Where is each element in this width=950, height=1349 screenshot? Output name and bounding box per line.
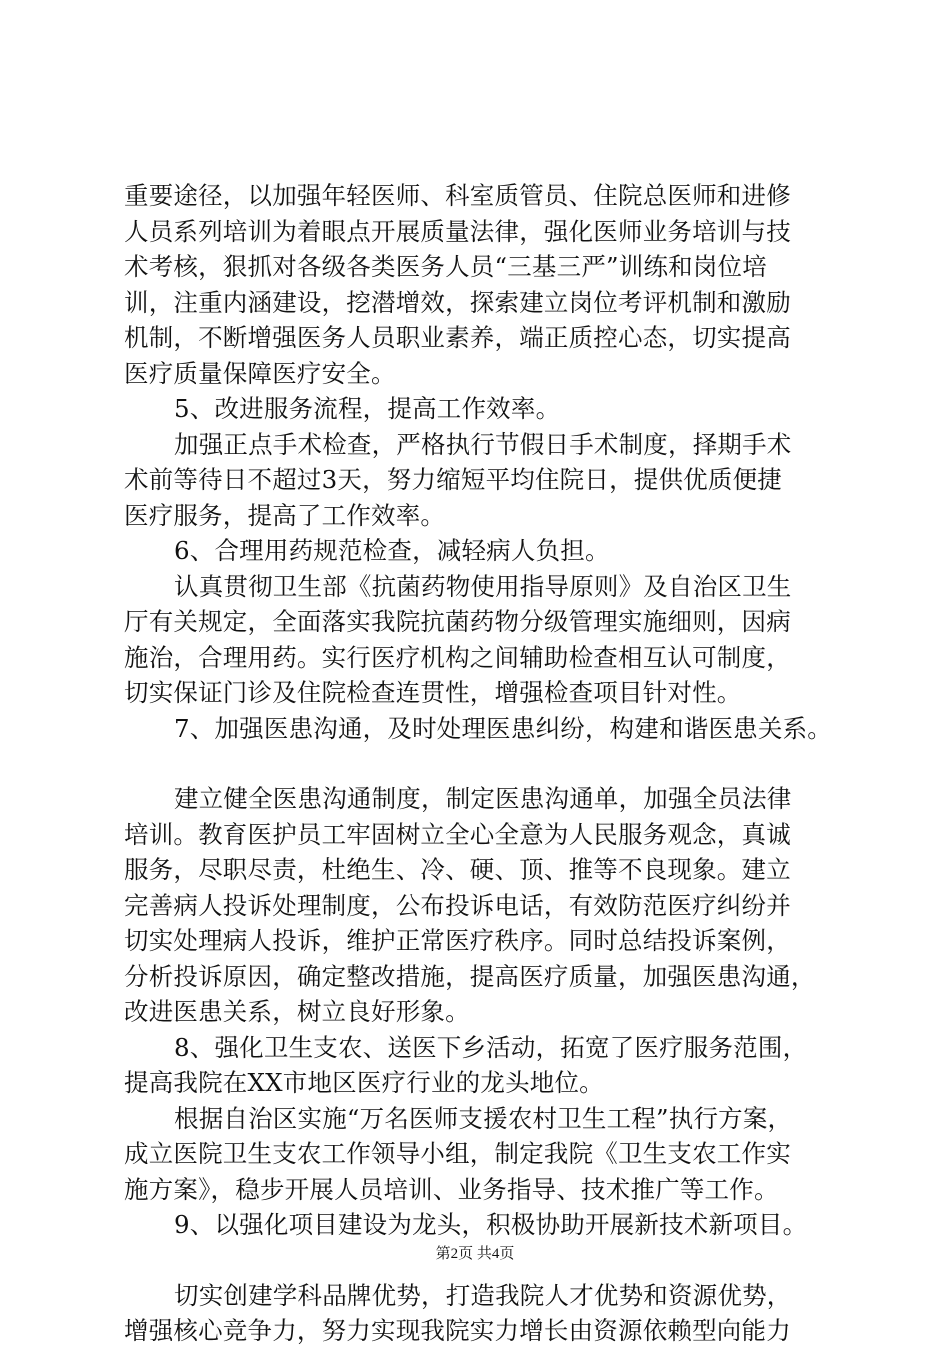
section-heading: 9、以强化项目建设为龙头，积极协助开展新技术新项目。 xyxy=(174,1210,808,1239)
paragraph-first-line: 认真贯彻卫生部《抗菌药物使用指导原则》及自治区卫生 xyxy=(174,571,792,601)
text-line: 服务，尽职尽责，杜绝生、冷、硬、顶、推等不良现象。建立 xyxy=(124,855,791,884)
text-line: 改进医患关系，树立良好形象。 xyxy=(124,997,470,1026)
text-line: 分析投诉原因，确定整改措施，提高医疗质量，加强医患沟通， xyxy=(124,961,816,991)
text-line: 培训。教育医护员工牢固树立全心全意为人民服务观念，真诚 xyxy=(124,819,791,849)
text-line: 术考核，狠抓对各级各类医务人员“三基三严”训练和岗位培 xyxy=(124,252,767,281)
text-line: 术前等待日不超过3天，努力缩短平均住院日，提供优质便捷 xyxy=(124,465,782,494)
section-heading: 8、强化卫生支农、送医下乡活动，拓宽了医疗服务范围， xyxy=(174,1032,808,1062)
page-number-footer: 第2页 共4页 xyxy=(435,1246,515,1262)
text-line: 医疗质量保障医疗安全。 xyxy=(124,358,396,388)
text-line: 完善病人投诉处理制度，公布投诉电话，有效防范医疗纠纷并 xyxy=(124,890,791,920)
text-line: 机制，不断增强医务人员职业素养，端正质控心态，切实提高 xyxy=(124,323,791,352)
text-line: 切实处理病人投诉，维护正常医疗秩序。同时总结投诉案例， xyxy=(124,926,791,955)
text-line: 医疗服务，提高了工作效率。 xyxy=(124,500,446,530)
paragraph-first-line: 切实创建学科品牌优势，打造我院人才优势和资源优势， xyxy=(174,1280,792,1310)
paragraph-first-line: 建立健全医患沟通制度，制定医患沟通单，加强全员法律 xyxy=(174,784,792,813)
text-line: 人员系列培训为着眼点开展质量法律，强化医师业务培训与技 xyxy=(124,216,791,246)
text-line: 提高我院在XX市地区医疗行业的龙头地位。 xyxy=(124,1068,604,1097)
text-line: 厅有关规定，全面落实我院抗菌药物分级管理实施细则，因病 xyxy=(124,607,791,636)
blank-line xyxy=(124,746,844,781)
section-heading: 7、加强医患沟通，及时处理医患纠纷，构建和谐医患关系。 xyxy=(174,713,832,743)
text-line: 增强核心竞争力，努力实现我院实力增长由资源依赖型向能力 xyxy=(124,1316,791,1345)
text-line: 成立医院卫生支农工作领导小组，制定我院《卫生支农工作实 xyxy=(124,1139,791,1168)
text-line: 切实保证门诊及住院检查连贯性，增强检查项目针对性。 xyxy=(124,678,742,707)
text-line: 重要途径，以加强年轻医师、科室质管员、住院总医师和进修 xyxy=(124,181,791,210)
document-body xyxy=(124,178,844,1349)
paragraph-first-line: 加强正点手术检查，严格执行节假日手术制度，择期手术 xyxy=(174,429,792,459)
section-heading: 6、合理用药规范检查，减轻病人负担。 xyxy=(174,536,610,565)
section-heading: 5、改进服务流程，提高工作效率。 xyxy=(174,394,561,423)
text-line: 训，注重内涵建设，挖潜增效，探索建立岗位考评机制和激励 xyxy=(124,287,791,317)
text-line: 施治，合理用药。实行医疗机构之间辅助检查相互认可制度， xyxy=(124,642,791,672)
text-line: 施方案》，稳步开展人员培训、业务指导、技术推广等工作。 xyxy=(124,1174,779,1204)
paragraph-first-line: 根据自治区实施“万名医师支援农村卫生工程”执行方案， xyxy=(174,1103,793,1133)
